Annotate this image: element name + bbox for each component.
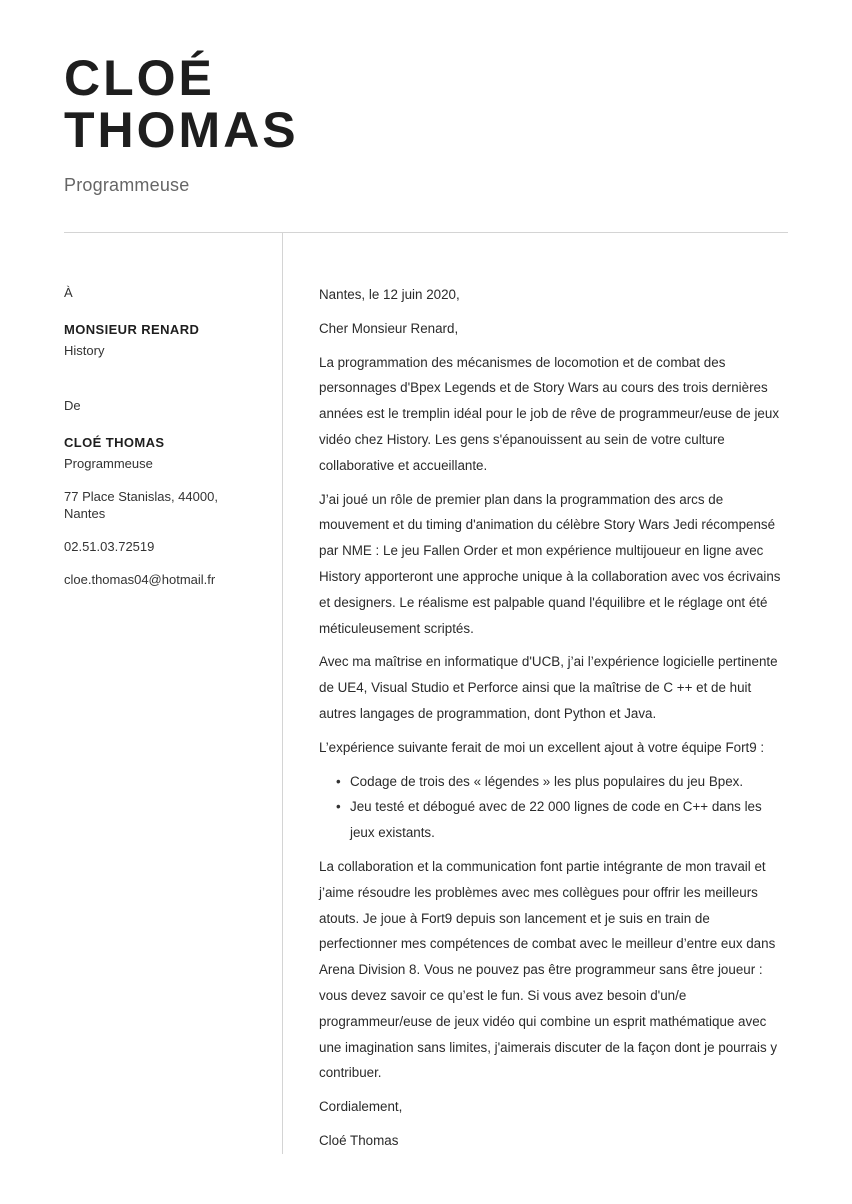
achievements-list	[319, 769, 789, 846]
letter-body	[319, 282, 789, 1162]
list-item: • Codage de trois des « légendes » les plus populaires du jeu Bpex.	[350, 769, 789, 795]
sender-label: De	[64, 398, 81, 413]
first-name: CLOÉ	[64, 50, 215, 106]
sender-email: cloe.thomas04@hotmail.fr	[64, 572, 216, 587]
sender-phone: 02.51.03.72519	[64, 539, 155, 554]
letter-paragraph-3: Avec ma maîtrise en informatique d'UCB, j’ai l’expérience logicielle pertinente de UE4, Visual Studio et Perforce ainsi que la maîtrise de C ++ et de huit autres langages de programmation, dont Python et Java.	[319, 654, 778, 721]
recipient-company: History	[64, 343, 105, 358]
letter-paragraph-5: La collaboration et la communication font partie intégrante de mon travail et j’aime résoudre les problèmes avec mes collègues pour offrir les meilleurs atouts. Je joue à Fort9 depuis son lancement et je suis en train de perfectionner mes compétences de combat avec le meilleur d’entre eux dans Arena Division 8. Vous ne pouvez pas être programmeur sans être joueur : vous devez savoir ce qu’est le fun. Si vous avez besoin d'un/e programmeur/euse de jeux vidéo qui combine un esprit mathématique avec une imagination sans limites, j'aimerais discuter de la façon dont je pourrais y contribuer.	[319, 858, 778, 1081]
letter-closing: Cordialement,	[319, 1099, 403, 1115]
job-title: Programmeuse	[64, 175, 190, 195]
column-divider	[282, 232, 283, 1154]
last-name: THOMAS	[64, 102, 299, 158]
letter-paragraph-1: La programmation des mécanismes de locomotion et de combat des personnages d'Bpex Legends et de Story Wars au cours des trois dernières années est le tremplin idéal pour le job de rêve de programmeur/euse de jeux vidéo chez History. Les gens s'épanouissent au sein de votre culture collaborative et accueillante.	[319, 354, 780, 473]
letter-greeting: Cher Monsieur Renard,	[319, 320, 459, 336]
sender-name: CLOÉ THOMAS	[64, 435, 165, 450]
sender-address-line1: 77 Place Stanislas, 44000,	[64, 489, 218, 504]
header-divider	[64, 232, 788, 233]
sender-address-line2: Nantes	[64, 506, 106, 521]
recipient-label: À	[64, 285, 73, 300]
letter-date: Nantes, le 12 juin 2020,	[319, 287, 460, 302]
recipient-name: MONSIEUR RENARD	[64, 322, 200, 337]
list-item: • Jeu testé et débogué avec de 22 000 lignes de code en C++ dans les jeux existants.	[350, 794, 789, 846]
letter-paragraph-4: L’expérience suivante ferait de moi un excellent ajout à votre équipe Fort9 :	[319, 739, 765, 755]
letter-signature: Cloé Thomas	[319, 1132, 399, 1148]
sender-title: Programmeuse	[64, 456, 153, 471]
contact-sidebar	[64, 284, 264, 588]
letter-paragraph-2: J’ai joué un rôle de premier plan dans la programmation des arcs de mouvement et du timing d'animation du célèbre Story Wars Jedi récompensé par NME : Le jeu Fallen Order et mon expérience multijoueur en ligne avec History apporteront une approche unique à la collaboration avec vos écrivains et designers. Le réalisme est palpable quand l'équilibre et le réglage ont été méticuleusement scriptés.	[319, 491, 781, 636]
applicant-name	[64, 52, 299, 156]
